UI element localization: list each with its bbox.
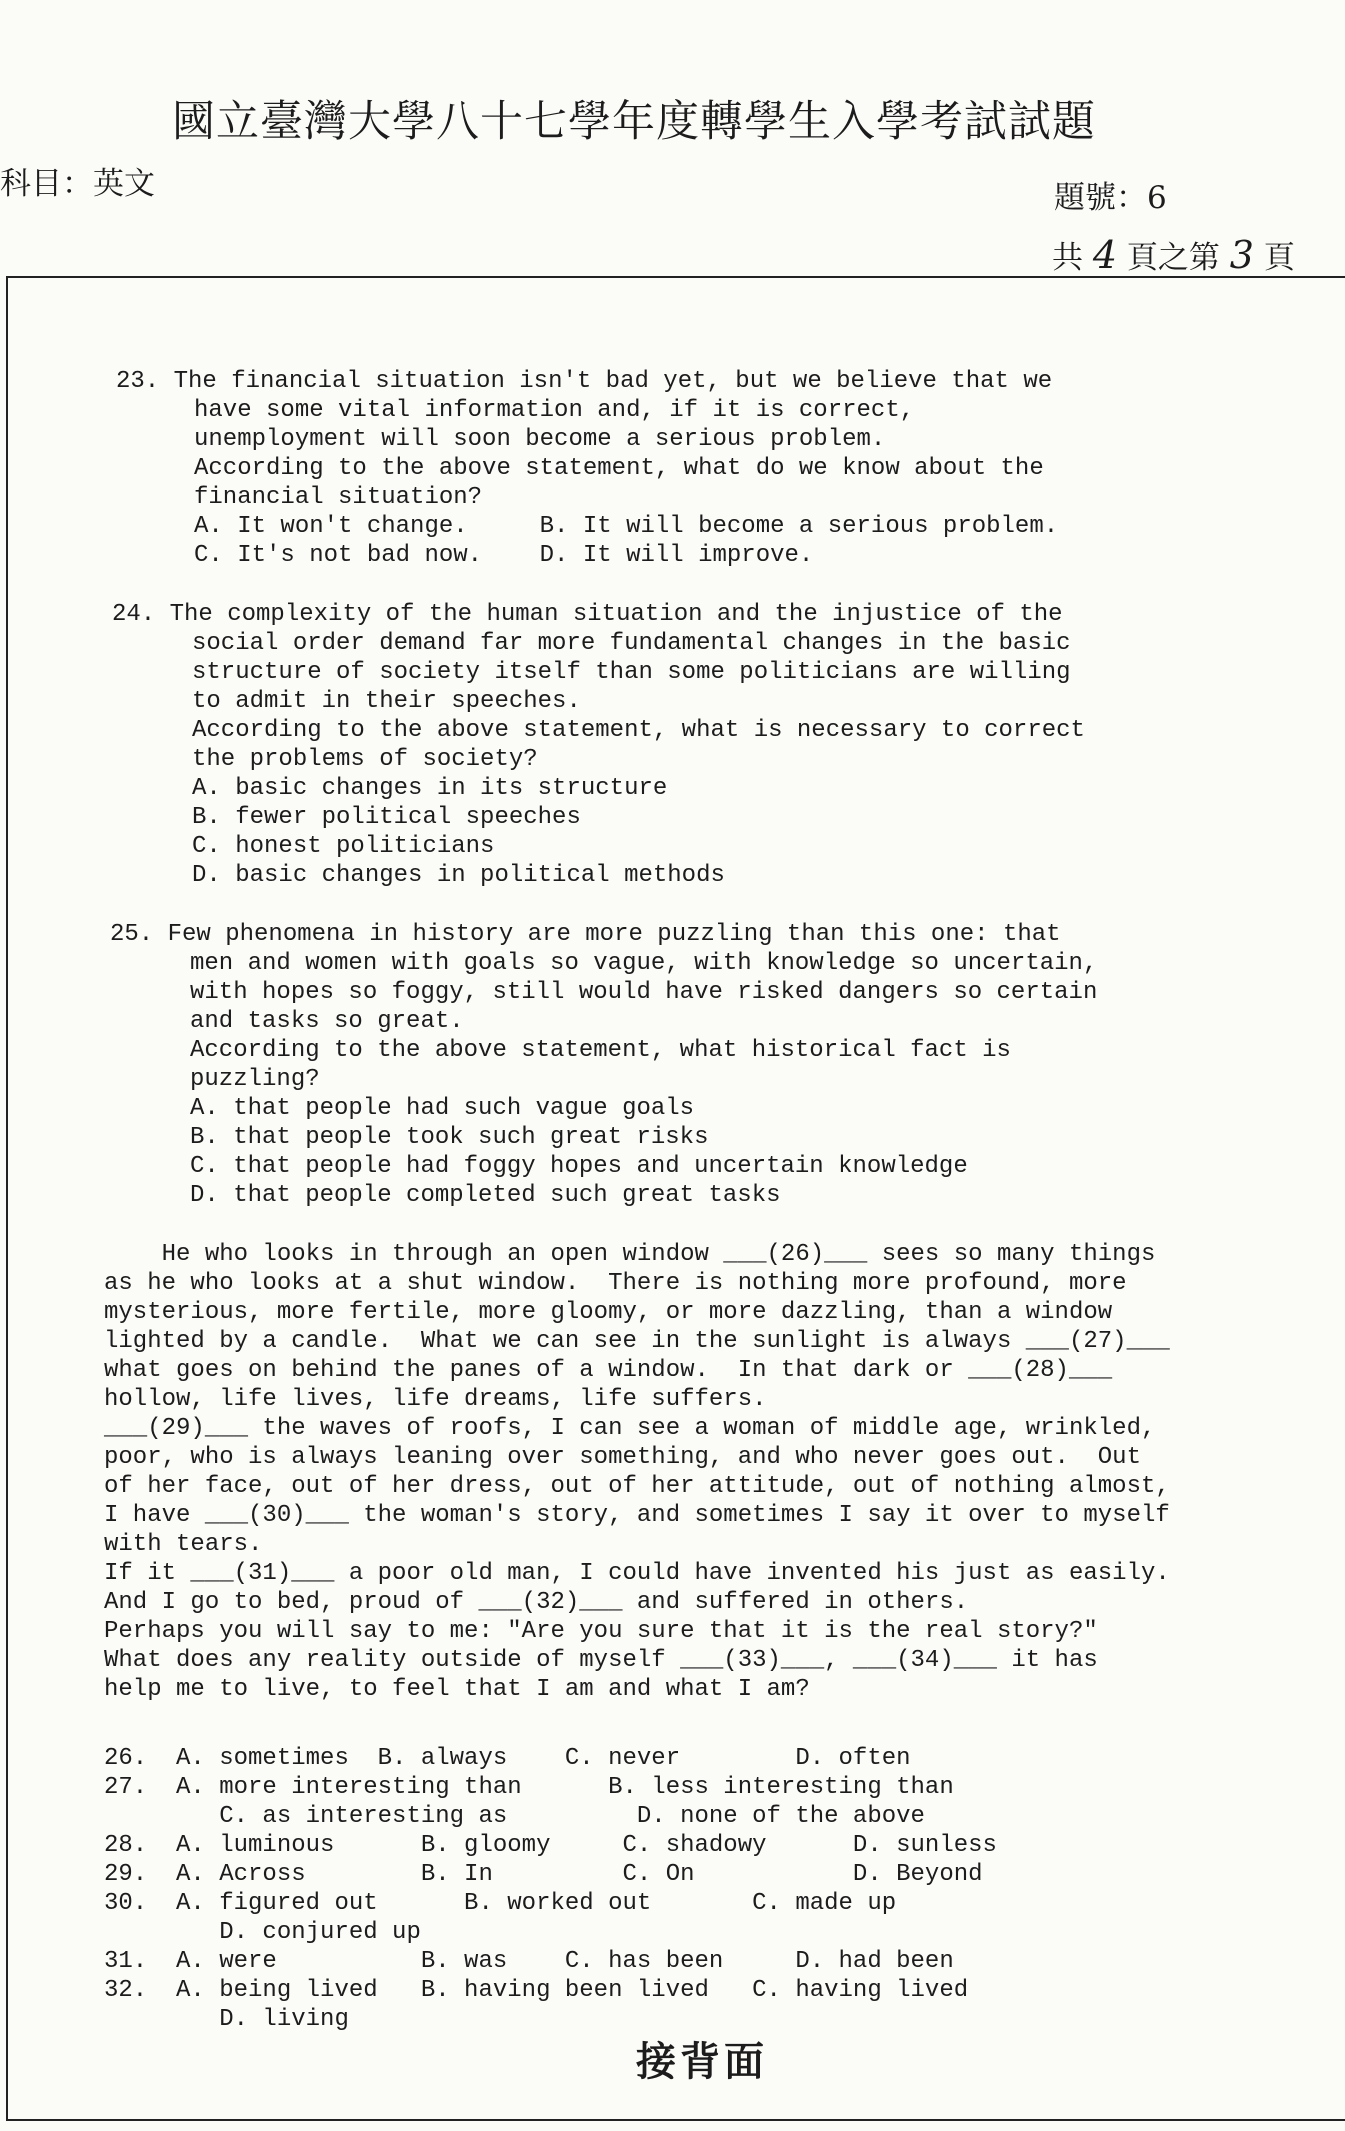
text-line: help me to live, to feel that I am and what I am? xyxy=(104,1676,810,1703)
question-number: 題號：6 xyxy=(1054,180,1167,216)
text-line: D. that people completed such great tasks xyxy=(190,1182,781,1209)
text-line: poor, who is always leaning over something, and who never goes out. Out xyxy=(104,1444,1141,1471)
text-line: B. fewer political speeches xyxy=(192,804,581,831)
text-line: And I go to bed, proud of ___(32)___ and suffered in others. xyxy=(104,1589,969,1616)
text-line: men and women with goals so vague, with knowledge so uncertain, xyxy=(190,950,1098,977)
text-line: mysterious, more fertile, more gloomy, or more dazzling, than a window xyxy=(104,1299,1113,1326)
text-line: with hopes so foggy, still would have risked dangers so certain xyxy=(190,979,1098,1006)
text-line: If it ___(31)___ a poor old man, I could have invented his just as easily. xyxy=(104,1560,1170,1587)
text-line: of her face, out of her dress, out of her attitude, out of nothing almost, xyxy=(104,1473,1170,1500)
text-line: He who looks in through an open window ___(26)___ sees so many things xyxy=(104,1241,1156,1268)
continue-on-back-mark: 接背面 xyxy=(636,2038,768,2085)
text-line: 27. A. more interesting than B. less interesting than xyxy=(104,1774,954,1801)
text-line: C. as interesting as D. none of the above xyxy=(104,1803,925,1830)
text-line: what goes on behind the panes of a window. In that dark or ___(28)___ xyxy=(104,1357,1113,1384)
text-line: with tears. xyxy=(104,1531,263,1558)
text-line: D. conjured up xyxy=(104,1919,421,1946)
text-line: B. that people took such great risks xyxy=(190,1124,709,1151)
pages-suffix: 頁 xyxy=(1263,240,1295,276)
pages-mid: 頁之第 xyxy=(1126,240,1220,276)
text-line: 28. A. luminous B. gloomy C. shadowy D. sunless xyxy=(104,1832,997,1859)
text-line: A. It won't change. B. It will become a serious problem. xyxy=(194,513,1059,540)
text-line: D. basic changes in political methods xyxy=(192,862,725,889)
text-line: According to the above statement, what is necessary to correct xyxy=(192,717,1085,744)
text-line: What does any reality outside of myself ___(33)___, ___(34)___ it has xyxy=(104,1647,1098,1674)
text-line: 32. A. being lived B. having been lived C. having lived xyxy=(104,1977,969,2004)
text-line: ___(29)___ the waves of roofs, I can see a woman of middle age, wrinkled, xyxy=(104,1415,1156,1442)
text-line: lighted by a candle. What we can see in the sunlight is always ___(27)___ xyxy=(104,1328,1170,1355)
text-line: A. that people had such vague goals xyxy=(190,1095,695,1122)
text-line: C. that people had foggy hopes and uncertain knowledge xyxy=(190,1153,968,1180)
text-line: 24. The complexity of the human situation and the injustice of the xyxy=(112,601,1063,628)
text-line: A. basic changes in its structure xyxy=(192,775,668,802)
text-line: According to the above statement, what historical fact is xyxy=(190,1037,1011,1064)
text-line: According to the above statement, what do we know about the xyxy=(194,455,1044,482)
text-line: I have ___(30)___ the woman's story, and sometimes I say it over to myself xyxy=(104,1502,1170,1529)
text-line: Perhaps you will say to me: "Are you sure that it is the real story?" xyxy=(104,1618,1098,1645)
text-line: financial situation? xyxy=(194,484,483,511)
text-line: 31. A. were B. was C. has been D. had been xyxy=(104,1948,954,1975)
pages-current: 3 xyxy=(1229,233,1254,277)
text-line: 25. Few phenomena in history are more puzzling than this one: that xyxy=(110,921,1061,948)
text-line: 30. A. figured out B. worked out C. made up xyxy=(104,1890,897,1917)
page-indicator xyxy=(1052,232,1295,277)
text-line: the problems of society? xyxy=(192,746,538,773)
pages-total: 4 xyxy=(1092,233,1118,277)
pages-prefix: 共 xyxy=(1052,240,1083,276)
text-line: 23. The financial situation isn't bad yet, but we believe that we xyxy=(116,368,1053,395)
text-line: 29. A. Across B. In C. On D. Beyond xyxy=(104,1861,983,1888)
text-line: hollow, life lives, life dreams, life suffers. xyxy=(104,1386,767,1413)
text-line: social order demand far more fundamental changes in the basic xyxy=(192,630,1071,657)
text-line: as he who looks at a shut window. There is nothing more profound, more xyxy=(104,1270,1127,1297)
text-line: unemployment will soon become a serious problem. xyxy=(194,426,886,453)
text-line: to admit in their speeches. xyxy=(192,688,581,715)
text-line: and tasks so great. xyxy=(190,1008,464,1035)
text-line: 26. A. sometimes B. always C. never D. often xyxy=(104,1745,911,1772)
text-line: C. honest politicians xyxy=(192,833,495,860)
text-line: C. It's not bad now. D. It will improve. xyxy=(194,542,814,569)
subject-label: 科目：英文 xyxy=(0,166,155,202)
text-line: D. living xyxy=(104,2006,349,2033)
exam-title: 國立臺灣大學八十七學年度轉學生入學考試試題 xyxy=(172,97,1096,147)
text-line: puzzling? xyxy=(190,1066,320,1093)
text-line: structure of society itself than some politicians are willing xyxy=(192,659,1071,686)
text-line: have some vital information and, if it is correct, xyxy=(194,397,915,424)
